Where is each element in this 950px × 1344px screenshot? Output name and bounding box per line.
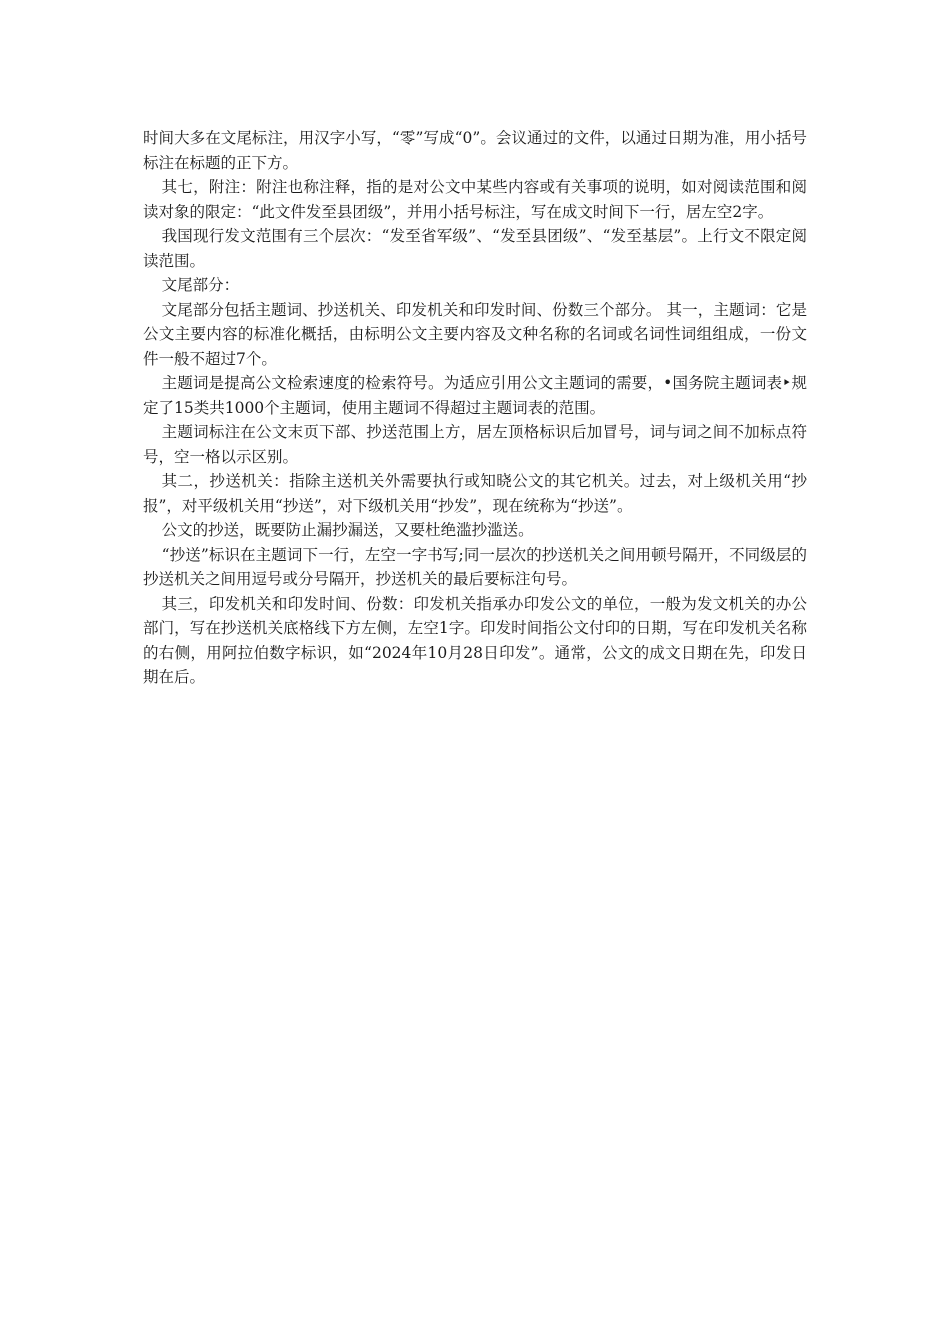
- paragraph-cc-format: “抄送”标识在主题词下一行，左空一字书写;同一层次的抄送机关之间用顿号隔开，不同级层的抄送机关之间用逗号或分号隔开，抄送机关的最后要标注句号。: [143, 545, 807, 588]
- paragraph-issuing-agency: 其三，印发机关和印发时间、份数：印发机关指承办印发公文的单位，一般为发文机关的办公部门，写在抄送机关底格线下方左侧，左空1字。印发时间指公文付印的日期，写在印发机关名称的右侧，用阿拉伯数字标识，如“2024年10月28日印发”。通常，公文的成文日期在先，印发日期在后。: [143, 594, 807, 686]
- paragraph-subject-terms-placement: 主题词标注在公文末页下部、抄送范围上方，居左顶格标识后加冒号，词与词之间不加标点符号，空一格以示区别。: [143, 423, 807, 466]
- paragraph-annotation: 其七，附注：附注也称注释，指的是对公文中某些内容或有关事项的说明，如对阅读范围和阅读对象的限定：“此文件发至县团级”，并用小括号标注，写在成文时间下一行，居左空2字。: [143, 178, 807, 221]
- document-body: [143, 126, 807, 690]
- paragraph-subject-terms: 主题词是提高公文检索速度的检索符号。为适应引用公文主题词的需要，•国务院主题词表‣规定了15类共1000个主题词，使用主题词不得超过主题词表的范围。: [143, 374, 807, 417]
- section-heading-ending: 文尾部分：: [161, 276, 240, 294]
- paragraph-ending-overview: 文尾部分包括主题词、抄送机关、印发机关和印发时间、份数三个部分。 其一，主题词：它是公文主要内容的标准化概括，由标明公文主要内容及文种名称的名词或名词性词组组成，一份文件一般不超过7个。: [143, 300, 807, 368]
- paragraph-continuation: 时间大多在文尾标注，用汉字小写，“零”写成“0”。会议通过的文件，以通过日期为准，用小括号标注在标题的正下方。: [143, 129, 807, 172]
- paragraph-cc-principle: 公文的抄送，既要防止漏抄漏送，又要杜绝滥抄滥送。: [161, 521, 534, 539]
- paragraph-cc-agencies: 其二，抄送机关：指除主送机关外需要执行或知晓公文的其它机关。过去，对上级机关用“抄报”，对平级机关用“抄送”，对下级机关用“抄发”，现在统称为“抄送”。: [143, 472, 807, 515]
- paragraph-distribution-scope: 我国现行发文范围有三个层次：“发至省军级”、“发至县团级”、“发至基层”。上行文不限定阅读范围。: [143, 227, 807, 270]
